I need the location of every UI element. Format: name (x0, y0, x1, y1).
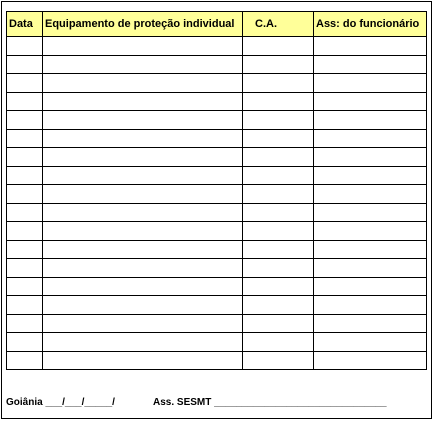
city-date-line: Goiânia ___/___/_____/ (6, 397, 115, 408)
cell-ca[interactable] (243, 111, 314, 130)
cell-assinatura[interactable] (314, 259, 427, 278)
table-row (7, 314, 427, 333)
table-row (7, 55, 427, 74)
cell-ca[interactable] (243, 333, 314, 352)
cell-ca[interactable] (243, 240, 314, 259)
table-row (7, 185, 427, 204)
epi-delivery-table (6, 11, 427, 370)
table-row (7, 148, 427, 167)
cell-ca[interactable] (243, 185, 314, 204)
cell-assinatura[interactable] (314, 240, 427, 259)
table-row (7, 166, 427, 185)
cell-equipamento[interactable] (43, 74, 243, 93)
cell-data[interactable] (7, 55, 43, 74)
cell-assinatura[interactable] (314, 148, 427, 167)
cell-assinatura[interactable] (314, 92, 427, 111)
cell-assinatura[interactable] (314, 277, 427, 296)
cell-equipamento[interactable] (43, 277, 243, 296)
header-assinatura: Ass: do funcionário (314, 12, 427, 37)
cell-assinatura[interactable] (314, 185, 427, 204)
cell-ca[interactable] (243, 296, 314, 315)
cell-assinatura[interactable] (314, 111, 427, 130)
table-row (7, 37, 427, 56)
cell-assinatura[interactable] (314, 296, 427, 315)
table-row (7, 74, 427, 93)
cell-ca[interactable] (243, 92, 314, 111)
cell-data[interactable] (7, 74, 43, 93)
cell-assinatura[interactable] (314, 166, 427, 185)
cell-equipamento[interactable] (43, 333, 243, 352)
cell-data[interactable] (7, 351, 43, 370)
cell-equipamento[interactable] (43, 314, 243, 333)
cell-assinatura[interactable] (314, 222, 427, 241)
cell-data[interactable] (7, 277, 43, 296)
cell-equipamento[interactable] (43, 259, 243, 278)
cell-data[interactable] (7, 296, 43, 315)
cell-data[interactable] (7, 166, 43, 185)
cell-data[interactable] (7, 314, 43, 333)
cell-data[interactable] (7, 222, 43, 241)
cell-equipamento[interactable] (43, 222, 243, 241)
table-row (7, 203, 427, 222)
table-row (7, 92, 427, 111)
table-row (7, 111, 427, 130)
cell-equipamento[interactable] (43, 351, 243, 370)
cell-data[interactable] (7, 148, 43, 167)
cell-assinatura[interactable] (314, 129, 427, 148)
header-data: Data (7, 12, 43, 37)
header-equipamento: Equipamento de proteção individual (43, 12, 243, 37)
cell-assinatura[interactable] (314, 351, 427, 370)
table-body (7, 37, 427, 370)
cell-equipamento[interactable] (43, 92, 243, 111)
cell-equipamento[interactable] (43, 296, 243, 315)
cell-data[interactable] (7, 92, 43, 111)
cell-ca[interactable] (243, 277, 314, 296)
cell-ca[interactable] (243, 203, 314, 222)
cell-data[interactable] (7, 333, 43, 352)
cell-data[interactable] (7, 37, 43, 56)
cell-assinatura[interactable] (314, 55, 427, 74)
table-row (7, 259, 427, 278)
cell-ca[interactable] (243, 148, 314, 167)
cell-data[interactable] (7, 185, 43, 204)
cell-ca[interactable] (243, 259, 314, 278)
table-header-row (7, 12, 427, 37)
cell-equipamento[interactable] (43, 166, 243, 185)
form-footer (6, 397, 387, 408)
cell-ca[interactable] (243, 314, 314, 333)
cell-assinatura[interactable] (314, 333, 427, 352)
cell-equipamento[interactable] (43, 203, 243, 222)
cell-data[interactable] (7, 111, 43, 130)
table-row (7, 129, 427, 148)
cell-ca[interactable] (243, 351, 314, 370)
table-row (7, 333, 427, 352)
table-row (7, 240, 427, 259)
cell-ca[interactable] (243, 55, 314, 74)
cell-data[interactable] (7, 203, 43, 222)
cell-assinatura[interactable] (314, 203, 427, 222)
cell-ca[interactable] (243, 74, 314, 93)
cell-assinatura[interactable] (314, 37, 427, 56)
cell-data[interactable] (7, 129, 43, 148)
cell-ca[interactable] (243, 37, 314, 56)
header-ca: C.A. (243, 12, 314, 37)
cell-data[interactable] (7, 240, 43, 259)
cell-equipamento[interactable] (43, 37, 243, 56)
cell-equipamento[interactable] (43, 148, 243, 167)
sesmt-signature-line: Ass. SESMT _______________________________ (153, 397, 387, 408)
table-row (7, 296, 427, 315)
cell-equipamento[interactable] (43, 129, 243, 148)
cell-equipamento[interactable] (43, 111, 243, 130)
cell-data[interactable] (7, 259, 43, 278)
cell-equipamento[interactable] (43, 185, 243, 204)
cell-ca[interactable] (243, 166, 314, 185)
table-row (7, 222, 427, 241)
cell-equipamento[interactable] (43, 240, 243, 259)
table-row (7, 351, 427, 370)
cell-equipamento[interactable] (43, 55, 243, 74)
cell-assinatura[interactable] (314, 74, 427, 93)
table-row (7, 277, 427, 296)
cell-assinatura[interactable] (314, 314, 427, 333)
cell-ca[interactable] (243, 129, 314, 148)
cell-ca[interactable] (243, 222, 314, 241)
